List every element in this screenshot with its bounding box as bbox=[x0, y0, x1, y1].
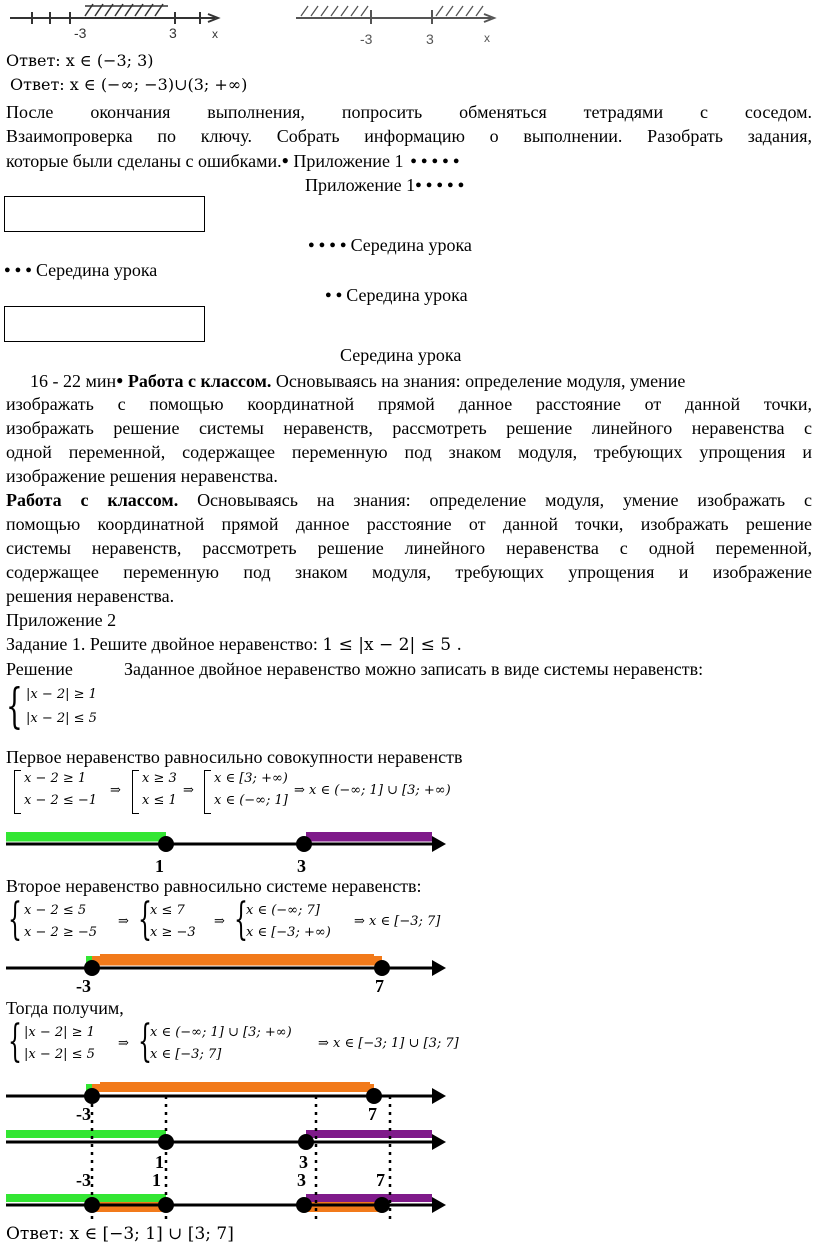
second-a2: x − 2 ≥ −5 bbox=[24, 925, 98, 940]
nl3-row1-label-7: 7 bbox=[368, 1104, 377, 1124]
top-right-label-3: 3 bbox=[426, 31, 434, 47]
work-block-2-l1: Основываясь на знания: определение модуля, умение изображать с bbox=[178, 490, 812, 510]
bullet-icons: ●●●●● bbox=[403, 155, 464, 167]
nl3-row2-label-3: 3 bbox=[299, 1152, 308, 1172]
first-a2: x − 2 ≤ −1 bbox=[24, 793, 98, 808]
implies-icon: ⇒ bbox=[183, 783, 194, 798]
nl1-label-3: 3 bbox=[297, 856, 306, 876]
bracket-icon bbox=[132, 770, 139, 814]
second-text: Второе неравенство равносильно системе неравенств: bbox=[6, 876, 422, 896]
work-block-2-line-2: помощью координатной прямой данное расстояние от данной точки, изображать решение bbox=[6, 514, 812, 534]
bullet-icons: ●●● bbox=[4, 264, 36, 276]
implies-icon: ⇒ bbox=[110, 783, 121, 798]
first-text: Первое неравенство равносильно совокупности неравенств bbox=[6, 747, 463, 767]
work-block-1-line-5: изображение решения неравенства. bbox=[6, 466, 278, 486]
then-b1: x ∈ (−∞; 1] ∪ [3; +∞) bbox=[150, 1025, 292, 1040]
nl1-label-1: 1 bbox=[155, 856, 164, 876]
work-block-1-line-1 bbox=[30, 368, 685, 393]
second-b2: x ≥ −3 bbox=[150, 925, 196, 940]
implies-icon: ⇒ bbox=[118, 914, 129, 929]
middle-3 bbox=[325, 283, 468, 307]
nl3-row3-label-7: 7 bbox=[376, 1170, 385, 1190]
paragraph-1-line-2: Взаимопроверка по ключу. Собрать информацию о выполнении. Разобрать задания, bbox=[6, 126, 812, 146]
implies-icon: ⇒ bbox=[118, 1036, 129, 1051]
then-a1: |x − 2| ≥ 1 bbox=[24, 1025, 95, 1040]
bullet-icon: ● bbox=[116, 373, 124, 387]
middle-1-text: Середина урока bbox=[350, 235, 472, 255]
empty-box-2 bbox=[4, 306, 205, 342]
bullet-icon: ● bbox=[281, 153, 289, 167]
appendix1-center bbox=[305, 173, 468, 197]
top-number-line-right bbox=[296, 2, 506, 47]
nl3-row2-label-1: 1 bbox=[155, 1152, 164, 1172]
bullet-icons: ●● bbox=[325, 289, 347, 301]
appendix1-center-text: Приложение 1 bbox=[305, 175, 416, 195]
work-block-2-line-1 bbox=[6, 488, 812, 512]
nl2-label-neg3: -3 bbox=[76, 976, 91, 996]
top-left-label-neg3: -3 bbox=[74, 25, 87, 41]
then-text: Тогда получим, bbox=[6, 998, 124, 1018]
work-block-1-l1: Основываясь на знания: определение модуля, умение bbox=[271, 371, 686, 391]
brace-icon: { bbox=[6, 678, 23, 734]
work-block-1-line-2: изображать с помощью координатной прямой данное расстояние от данной точки, bbox=[6, 394, 812, 414]
solution-text: Заданное двойное неравенство можно записать в виде системы неравенств: bbox=[124, 659, 704, 679]
nl3-row3-label-3: 3 bbox=[297, 1170, 306, 1190]
number-line-second bbox=[0, 952, 460, 1002]
bullet-icons: ●●●● bbox=[308, 239, 351, 251]
appendix1-inline: Приложение 1 bbox=[293, 151, 404, 171]
appendix-2-title: Приложение 2 bbox=[6, 610, 117, 630]
first-c1: x ∈ [3; +∞) bbox=[214, 771, 288, 786]
bullet-icons: ●●●●● bbox=[415, 179, 469, 191]
sys1-line-2: |x − 2| ≤ 5 bbox=[26, 711, 97, 726]
then-result: ⇒ x ∈ [−3; 1] ∪ [3; 7] bbox=[318, 1036, 459, 1051]
brace-icon: { bbox=[8, 1016, 22, 1067]
brace-icon: { bbox=[234, 894, 248, 945]
middle-2-text: Середина урока bbox=[35, 260, 158, 280]
middle-4: Середина урока bbox=[340, 345, 462, 365]
top-number-line-left bbox=[10, 2, 230, 42]
then-b2: x ∈ [−3; 7] bbox=[150, 1047, 222, 1062]
middle-1 bbox=[308, 233, 472, 257]
top-right-label-neg3: -3 bbox=[360, 31, 373, 47]
paragraph-1-line-1: После окончания выполнения, попросить обменяться тетрадями с соседом. bbox=[6, 102, 812, 122]
first-result: ⇒ x ∈ (−∞; 1] ∪ [3; +∞) bbox=[294, 783, 451, 798]
nl2-label-7: 7 bbox=[375, 976, 384, 996]
work-block-1-line-3: изображать решение системы неравенств, рассмотреть решение линейного неравенства с bbox=[6, 418, 812, 438]
first-b2: x ≤ 1 bbox=[142, 793, 177, 808]
paragraph-1-line-3-text: которые были сделаны с ошибками. bbox=[6, 151, 282, 171]
bracket-icon bbox=[204, 770, 211, 814]
work-block-1-line-4: одной переменной, содержащее переменную под знаком модуля, требующих упрощения и bbox=[6, 442, 812, 462]
solution-label: Решение bbox=[6, 659, 73, 679]
middle-3-text: Середина урока bbox=[346, 285, 468, 305]
work-block-2-line-4: содержащее переменную под знаком модуля, требующих упрощения и изображение bbox=[6, 562, 812, 582]
brace-icon: { bbox=[138, 1016, 152, 1067]
task-1 bbox=[6, 632, 462, 657]
work-block-2-bold: Работа с классом. bbox=[6, 490, 179, 510]
bracket-icon bbox=[14, 770, 21, 814]
first-c2: x ∈ (−∞; 1] bbox=[214, 793, 288, 808]
number-line-combined bbox=[0, 1076, 460, 1226]
work-block-2-line-5: решения неравенства. bbox=[6, 586, 175, 606]
paragraph-1-line-3 bbox=[6, 148, 463, 173]
first-a1: x − 2 ≥ 1 bbox=[24, 771, 87, 786]
brace-icon: { bbox=[138, 894, 152, 945]
task-1-inequality: 1 ≤ |x − 2| ≤ 5 . bbox=[322, 635, 462, 655]
number-line-first bbox=[0, 828, 460, 878]
middle-2 bbox=[4, 258, 157, 282]
second-result: ⇒ x ∈ [−3; 7] bbox=[354, 914, 441, 929]
empty-box-1 bbox=[4, 196, 205, 232]
top-left-label-x: x bbox=[212, 27, 218, 41]
work-block-2-line-3: системы неравенств, рассмотреть решение линейного неравенства с одной переменной, bbox=[6, 538, 812, 558]
second-b1: x ≤ 7 bbox=[150, 903, 185, 918]
nl3-row3-label-neg3: -3 bbox=[76, 1170, 91, 1190]
time-label: 16 - 22 мин bbox=[30, 371, 117, 391]
second-a1: x − 2 ≤ 5 bbox=[24, 903, 87, 918]
second-c2: x ∈ [−3; +∞) bbox=[246, 925, 331, 940]
top-right-label-x: x bbox=[484, 31, 490, 45]
implies-icon: ⇒ bbox=[214, 914, 225, 929]
nl3-row3-label-1: 1 bbox=[152, 1170, 161, 1190]
first-b1: x ≥ 3 bbox=[142, 771, 177, 786]
work-block-1-bold: Работа с классом. bbox=[127, 371, 272, 391]
nl3-row1-label-neg3: -3 bbox=[76, 1104, 91, 1124]
answer-2: Ответ: x ∈ (−∞; −3)∪(3; +∞) bbox=[10, 75, 248, 94]
top-left-label-3: 3 bbox=[169, 25, 177, 41]
second-c1: x ∈ (−∞; 7] bbox=[246, 903, 320, 918]
final-answer: Ответ: x ∈ [−3; 1] ∪ [3; 7] bbox=[6, 1224, 234, 1244]
then-a2: |x − 2| ≤ 5 bbox=[24, 1047, 95, 1062]
brace-icon: { bbox=[8, 894, 22, 945]
answer-1: Ответ: x ∈ (−3; 3) bbox=[6, 51, 154, 70]
sys1-line-1: |x − 2| ≥ 1 bbox=[26, 687, 97, 702]
task-1-text: Задание 1. Решите двойное неравенство: bbox=[6, 634, 323, 654]
